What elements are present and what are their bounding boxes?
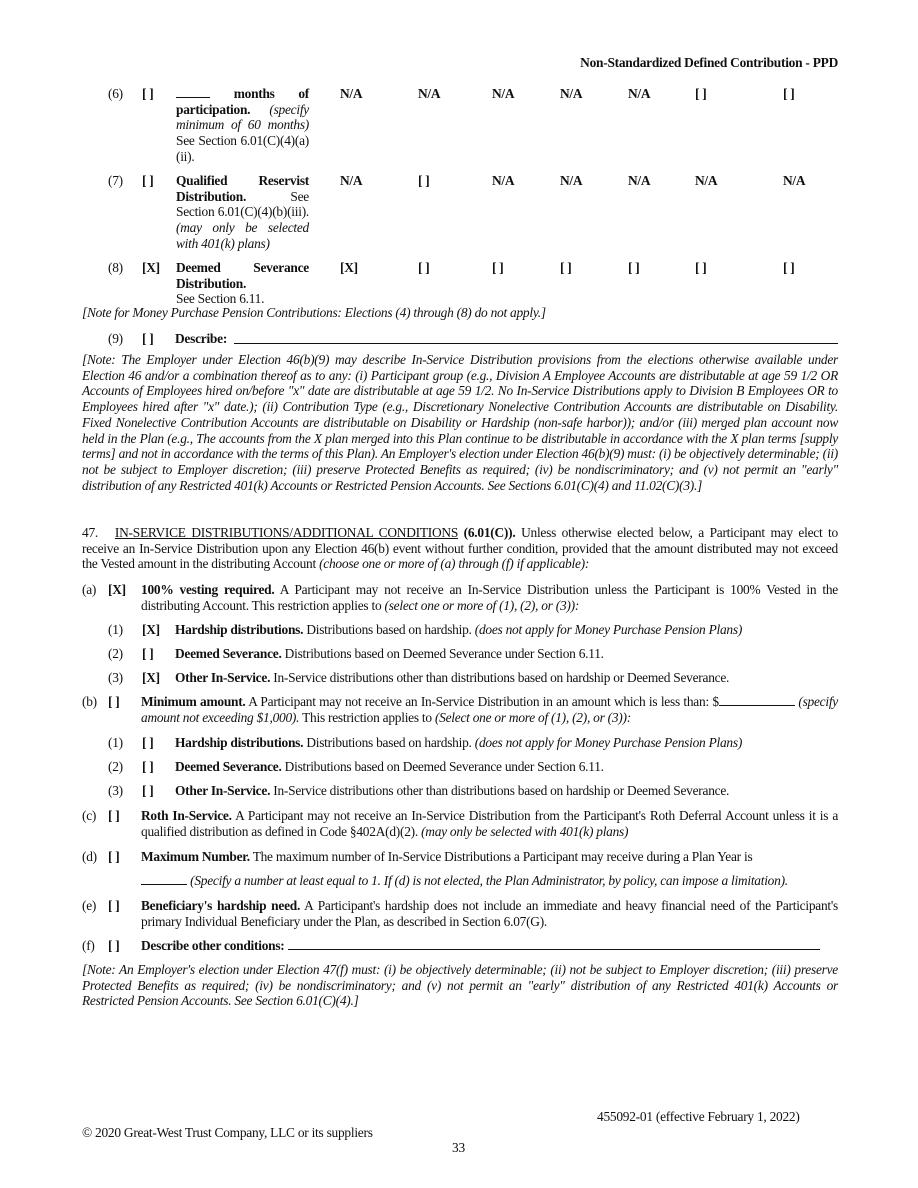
sub-option: Deemed Severance. Distributions based on Deemed Severance under Section 6.11. [175,646,604,661]
item-checkbox[interactable]: [ ] [108,694,120,709]
row-checkbox[interactable]: [ ] [142,86,154,101]
item-letter: (d) [82,849,97,864]
sub-number: (1) [108,622,123,637]
row-column-value: N/A [628,86,651,101]
row-number: (6) [108,86,123,101]
maximum-number-field[interactable] [141,884,187,885]
sub-number: (1) [108,735,123,750]
sub-option: Deemed Severance. Distributions based on Deemed Severance under Section 6.11. [175,759,604,774]
row-column-value[interactable]: [ ] [783,86,795,101]
item-checkbox [108,849,120,865]
row-number: (8) [108,260,123,275]
row-checkbox[interactable]: [X] [142,260,160,275]
row-column-value: N/A [695,173,718,188]
sub-option: Hardship distributions. Distributions based on hardship. (does not apply for Money Purchase Pension Plans) [175,735,743,750]
row-column-value[interactable]: [X] [340,260,358,275]
document-id: 455092-01 (effective February 1, 2022) [597,1109,800,1124]
item-e-text: Beneficiary's hardship need. A Participant's hardship does not include an immediate and heavy financial need of the Participant's primary Individual Beneficiary under the Plan, as described in Section 6.07(G). [141,898,839,929]
item-letter: (c) [82,808,97,823]
copyright: © 2020 Great-West Trust Company, LLC or its suppliers [82,1125,373,1140]
item-a-text: 100% vesting required. A Participant may not receive an In-Service Distribution unless the Participant is 100% Vested in the distributing Account. This restriction applies to (select one or more of (1), (2), or (3)): [141,582,838,613]
page-number: 33 [452,1140,465,1155]
item-letter: (f) [82,938,95,953]
item-letter: (e) [82,898,97,913]
row-column-value: N/A [783,173,806,188]
months-field[interactable] [176,97,210,98]
row-column-value[interactable]: [ ] [560,260,572,275]
row-checkbox[interactable]: [ ] [142,173,154,188]
sub-checkbox[interactable]: [ ] [142,783,154,798]
row-description: Qualified Reservist Distribution. See Section 6.01(C)(4)(b)(iii). (may only be selected with 401(k) plans) [176,173,309,251]
sub-checkbox[interactable]: [X] [142,622,160,637]
sub-checkbox[interactable]: [ ] [142,759,154,774]
sub-number: (3) [108,783,123,798]
item-checkbox [108,582,126,598]
sub-checkbox [142,670,160,686]
item-b-text: Minimum amount. A Participant may not receive an In-Service Distribution in an amount which is less than: $ (specify amount not exceeding $1,000). This restriction applies to (Select one or more of (1), (2), or (3)): [141,694,838,725]
sub-number: (3) [108,670,123,685]
section-47-intro: 47. IN-SERVICE DISTRIBUTIONS/ADDITIONAL CONDITIONS (6.01(C)). Unless otherwise elected below, a Participant may elect to receive an In-Service Distribution upon any Election 46(b) event without further condition, provided that the amount distributed may not exceed the Vested amount in the distributing Account (choose one or more of (a) through (f) if applicable): [82,525,838,572]
row-column-value[interactable]: [ ] [695,260,707,275]
sub-checkbox[interactable]: [X] [142,670,160,685]
item-letter: (b) [82,694,97,709]
sub-checkbox [142,759,154,775]
sub-checkbox[interactable]: [ ] [142,735,154,750]
other-conditions-field[interactable] [288,949,820,950]
item-checkbox [108,694,120,710]
item-checkbox[interactable]: [ ] [108,808,120,823]
sub-checkbox [142,622,160,638]
sub-option: Other In-Service. In-Service distributions other than distributions based on hardship or Deemed Severance. [175,670,730,685]
item-f-text: Describe other conditions: [141,938,838,954]
row-column-value: N/A [340,86,363,101]
sub-checkbox[interactable]: [ ] [142,646,154,661]
row-column-value: N/A [560,173,583,188]
sub-checkbox [142,646,154,662]
minimum-amount-field[interactable] [719,705,795,706]
item-checkbox[interactable]: [ ] [108,898,120,913]
item-d-text: Maximum Number. The maximum number of In-Service Distributions a Participant may receive during a Plan Year is [141,849,753,864]
row-column-value: N/A [418,86,441,101]
sub-option: Other In-Service. In-Service distributions other than distributions based on hardship or Deemed Severance. [175,783,730,798]
row-column-value: N/A [340,173,363,188]
row-column-value[interactable]: [ ] [492,260,504,275]
item-checkbox[interactable]: [ ] [108,938,120,953]
describe-field[interactable] [234,343,838,344]
row-column-value[interactable]: [ ] [783,260,795,275]
row-column-value: N/A [560,86,583,101]
row-column-value[interactable]: [ ] [695,86,707,101]
row-column-value: N/A [492,86,515,101]
row-column-value: N/A [628,173,651,188]
sub-number: (2) [108,646,123,661]
sub-checkbox [142,735,154,751]
sub-checkbox [142,783,154,799]
page-header: Non-Standardized Defined Contribution - PPD [580,55,838,70]
sub-number: (2) [108,759,123,774]
item-checkbox [108,938,120,954]
row-column-value[interactable]: [ ] [418,173,430,188]
row-description: Deemed Severance Distribution. See Section 6.11. [176,260,309,307]
row-column-value[interactable]: [ ] [628,260,640,275]
item-checkbox [108,808,120,824]
sub-option: Hardship distributions. Distributions based on hardship. (does not apply for Money Purchase Pension Plans) [175,622,743,637]
describe-9: (9) [ ] Describe: [108,331,838,347]
note-46: [Note: The Employer under Election 46(b)(9) may describe In-Service Distribution provisions from the elections otherwise available under Election 46 and/or a combination thereof as to any: (i) Participant group (e.g., Division A Employee Accounts are distributable at age 59 1/2 OR Accounts of Employees hired on/before "x" date are distributable at age 59 1/2. No In-Service Distributions apply to Division B Employees OR to Employees hired after "x" date.); (ii) Contribution Type (e.g., Discretionary Nonelective Contribution Accounts are distributable on Disability. Fixed Nonelective Contribution Accounts are distributable on Disability or Hardship (non-safe harbor)); and/or (iii) merged plan account now held in the Plan (e.g., The accounts from the X plan merged into this Plan continue to be distributable in accordance with the X plan terms [supply terms] and not in accordance with the terms of this Plan). An Employer's election under Election 46(b)(9) must: (i) be objectively determinable; (ii) not be subject to Employer discretion; (iii) preserve Protected Benefits as required; (iv) be nondiscriminatory; and (v) not permit an "early" distribution of any Restricted 401(k) Accounts or Restricted Pension Accounts. See Sections 6.01(C)(4) and 11.02(C)(3).] [82,352,838,493]
money-purchase-note: [Note for Money Purchase Pension Contributions: Elections (4) through (8) do not apply.] [82,305,546,320]
row-description: months of participation. (specify minimum of 60 months) See Section 6.01(C)(4)(a)(ii). [176,86,309,164]
item-c-text: Roth In-Service. A Participant may not receive an In-Service Distribution from the Participant's Roth Deferral Account unless it is a qualified distribution as defined in Code §402A(d)(2). (may only be selected with 401(k) plans) [141,808,839,839]
item-checkbox [108,898,120,914]
item-letter: (a) [82,582,97,597]
item-checkbox[interactable]: [X] [108,582,126,597]
row-column-value: N/A [492,173,515,188]
row-number: (7) [108,173,123,188]
row-column-value[interactable]: [ ] [418,260,430,275]
item-d-note: (Specify a number at least equal to 1. If (d) is not elected, the Plan Administrator, by policy, can impose a limitation). [141,873,838,889]
note-47: [Note: An Employer's election under Election 47(f) must: (i) be objectively determinable; (ii) not be subject to Employer discretion; (iii) preserve Protected Benefits as required; (iv) be nondiscriminatory; and (v) not permit an "early" distribution of any Restricted 401(k) Accounts or Restricted Pension Accounts. See Section 6.01(C)(4).] [82,962,838,1009]
item-checkbox[interactable]: [ ] [108,849,120,864]
